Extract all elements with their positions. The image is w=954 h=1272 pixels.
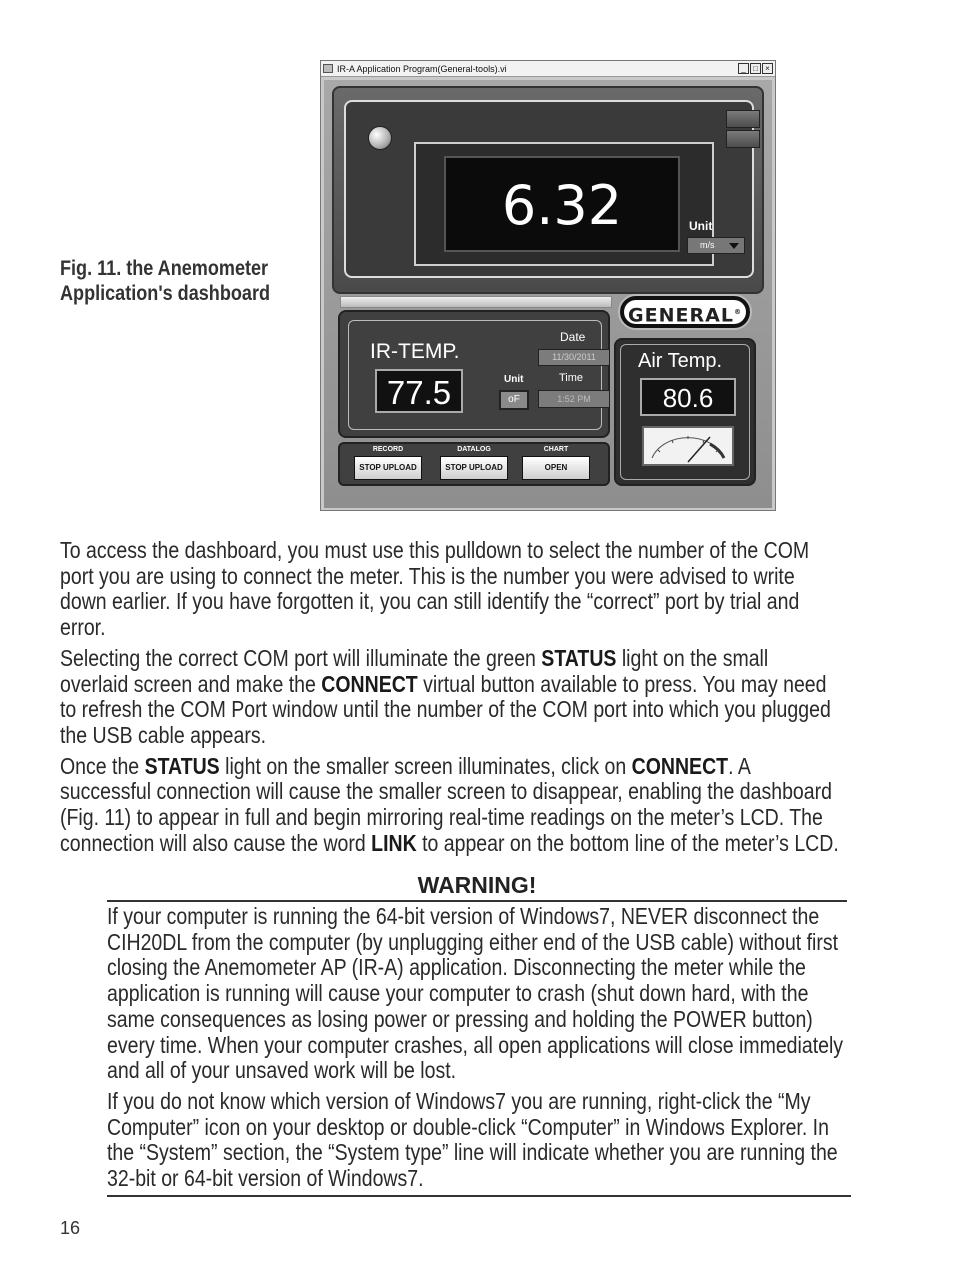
chart-group (522, 446, 590, 480)
warning-text (107, 904, 853, 1197)
datalog-label: DATALOG (457, 446, 491, 453)
warning-top-rule (107, 900, 847, 902)
body-text (60, 538, 840, 861)
progress-strip (340, 296, 612, 308)
maximize-button[interactable]: □ (750, 63, 761, 74)
ir-temp-title: IR-TEMP. (370, 340, 460, 363)
chart-open-button[interactable]: OPEN (522, 456, 590, 480)
date-value: 11/30/2011 (538, 349, 610, 366)
display-bezel (414, 142, 714, 266)
ir-unit-label: Unit (504, 374, 524, 385)
general-logo (618, 294, 752, 330)
time-value: 1:52 PM (538, 390, 610, 408)
warning-bottom-rule (107, 1195, 851, 1197)
status-light-icon (368, 126, 392, 150)
humidity-gauge-icon (642, 426, 734, 466)
paragraph-1: To access the dashboard, you must use this pulldown to select the number of the COM port you are using to connect the meter. This is the number you were advised to write down earlier. If you have forgotten it, you can still identify the “correct” port by trial and error. (60, 537, 810, 641)
link-term: LINK (371, 829, 417, 856)
application-window-screenshot (320, 60, 776, 511)
chart-label: CHART (543, 446, 569, 453)
minimize-button[interactable]: _ (738, 63, 749, 74)
air-temp-value: 80.6 (662, 383, 714, 413)
paragraph-2: Selecting the correct COM port will illuminate the green STATUS light on the small overlaid screen and make the CONNECT virtual button available to press. You may need to refresh the COM Port window until the number of the COM port into which you plugged the USB cable appears. (60, 644, 831, 748)
ir-temp-value: 77.5 (386, 374, 452, 411)
page-number: 16 (60, 1218, 81, 1238)
record-group (354, 446, 422, 480)
paragraph-3: Once the STATUS light on the smaller screen illuminates, click on CONNECT. A successful connection will cause the smaller screen to disappear, enabling the dashboard (Fig. 11) to appear in full and begin mirroring real-time readings on the meter’s LCD. The connection will also cause the word LINK to appear on the bottom line of the meter’s LCD. (60, 752, 839, 856)
connect-term: CONNECT (631, 752, 729, 779)
connect-term: CONNECT (321, 670, 418, 697)
window-title: IR-A Application Program(General-tools).vi (337, 64, 507, 74)
window-titlebar (321, 61, 775, 77)
main-display (444, 156, 680, 252)
ir-unit-button[interactable]: oF (499, 390, 529, 410)
air-temp-display (640, 378, 736, 416)
ir-temp-display (375, 369, 463, 413)
wind-speed-panel (332, 86, 764, 294)
unit-dropdown[interactable] (687, 237, 745, 254)
record-stop-upload-button[interactable]: STOP UPLOAD (354, 456, 422, 480)
down-button[interactable] (726, 130, 760, 148)
warning-title: WARNING! (417, 872, 537, 898)
registered-mark: ® (733, 308, 742, 316)
time-label: Time (559, 372, 584, 384)
ir-temp-panel (338, 310, 610, 438)
unit-dropdown-value: m/s (700, 240, 715, 250)
unit-label: Unit (689, 219, 713, 233)
status-term: STATUS (144, 752, 220, 779)
record-label: RECORD (372, 446, 404, 453)
caption-line-2: Application's dashboard (60, 282, 271, 305)
datalog-stop-upload-button[interactable]: STOP UPLOAD (440, 456, 508, 480)
warning-paragraph-2: If you do not know which version of Windows7 you are running, right-click the “My Computer” icon on your desktop or double-click “Computer” in Windows Explorer. In the “System” section, the “System type” line will indicate whether you are running the 32-bit or 64-bit version of Windows7. (107, 1087, 838, 1192)
app-icon (323, 64, 333, 73)
action-buttons-panel (338, 442, 610, 486)
date-label: Date (560, 330, 586, 344)
status-term: STATUS (541, 644, 617, 671)
chevron-down-icon (729, 243, 739, 249)
dashboard (324, 80, 772, 508)
brand-name: GENERAL (628, 304, 734, 327)
close-button[interactable]: × (762, 63, 773, 74)
air-temp-panel (614, 338, 756, 486)
wind-speed-value: 6.32 (501, 174, 623, 237)
datalog-group (440, 446, 508, 480)
caption-line-1: Fig. 11. the Anemometer (60, 257, 269, 280)
air-temp-title: Air Temp. (638, 350, 723, 372)
up-button[interactable] (726, 110, 760, 128)
warning-paragraph-1: If your computer is running the 64-bit version of Windows7, NEVER disconnect the CIH20DL from the computer (by unplugging either end of the USB cable) without first closing the Anemometer AP (IR-A) application. Disconnecting the meter while the application is running will cause your computer to crash (shut down hard, with the same consequences as losing power or pressing and holding the POWER button) every time. When your computer crashes, all open applications will close immediately and all of your unsaved work will be lost. (107, 903, 844, 1084)
figure-caption (60, 256, 275, 306)
